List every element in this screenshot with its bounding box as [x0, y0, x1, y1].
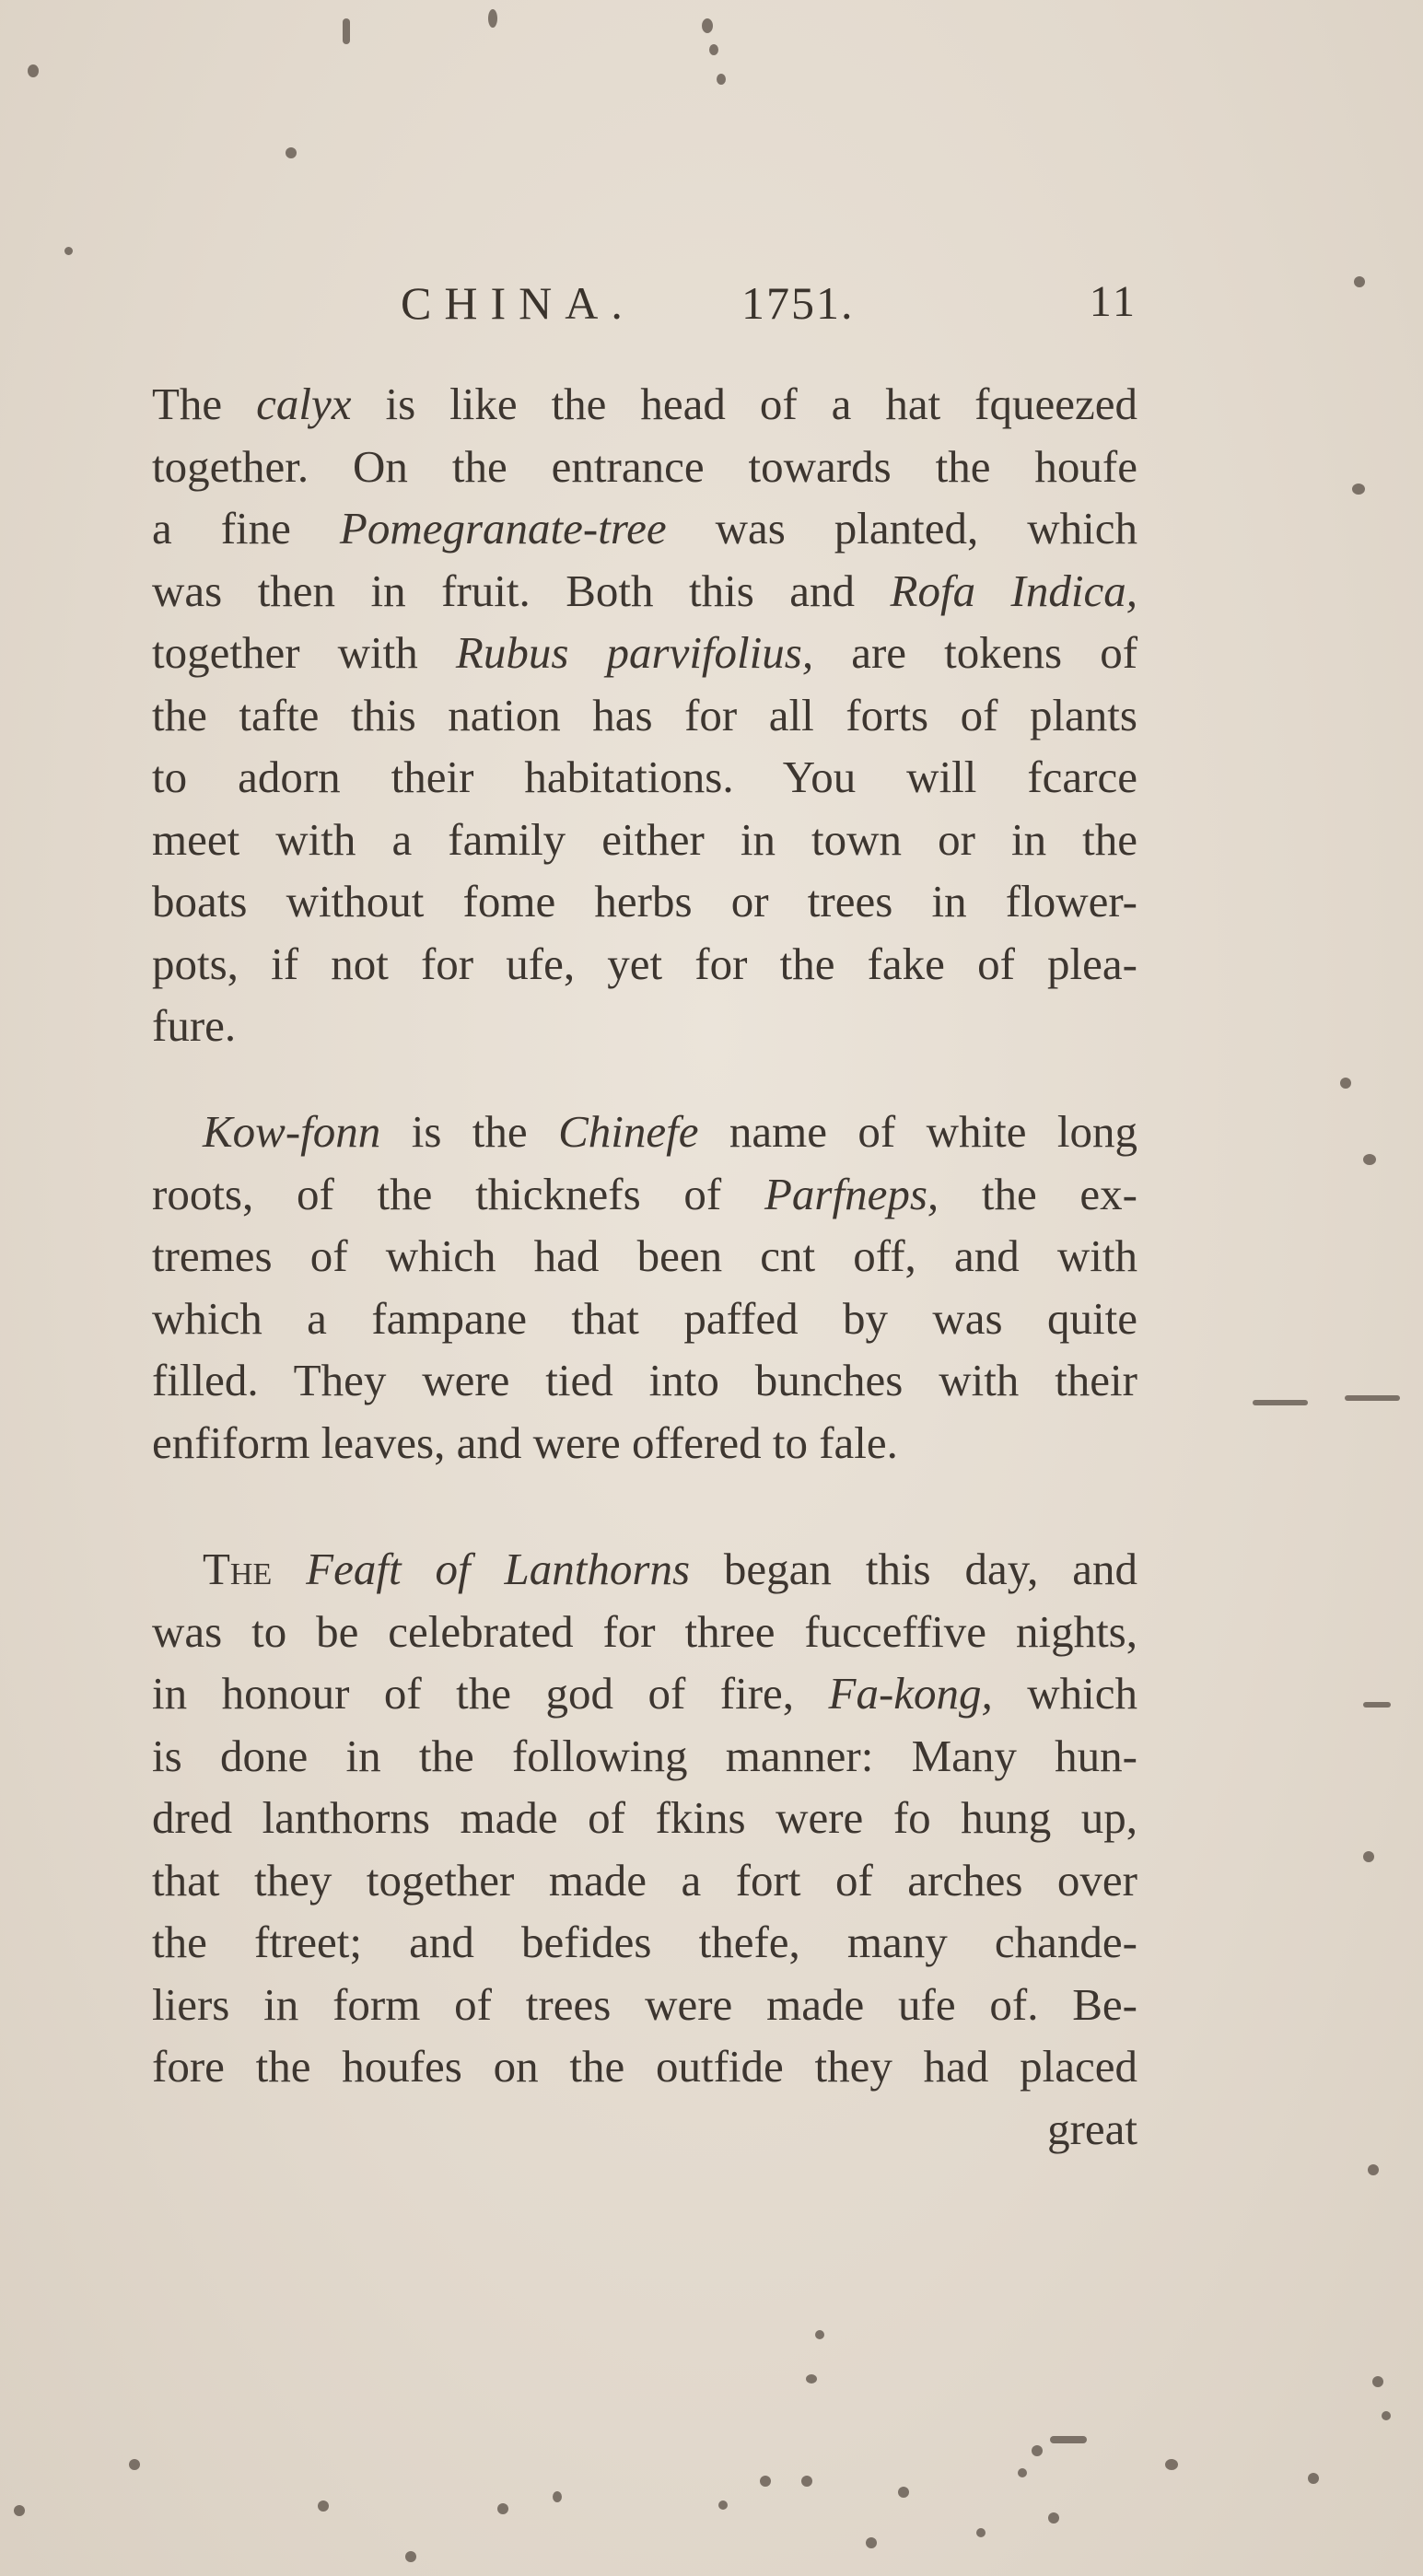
text-run: enfiform leaves, and were offered to fale.	[152, 1416, 898, 1468]
text-run: to adorn their habitations. You will fcarce	[152, 752, 1137, 802]
text-line	[152, 1911, 1137, 1974]
text-run: Parfneps,	[764, 1168, 939, 1219]
text-line	[152, 1725, 1137, 1788]
text-run: that they together made a fort of arches over	[152, 1854, 1137, 1906]
text-run: was to be celebrated for three fucceffive nights,	[152, 1605, 1137, 1657]
text-run: is done in the following manner: Many hun-	[152, 1730, 1137, 1781]
text-line	[152, 1163, 1137, 1226]
text-run	[272, 1544, 306, 1594]
text-line	[152, 622, 1137, 684]
text-line	[152, 1288, 1137, 1350]
text-line	[152, 373, 1137, 436]
text-run: are tokens of	[813, 627, 1138, 678]
paragraph-calyx	[152, 373, 1137, 1057]
text-line	[152, 2035, 1137, 2098]
text-run: calyx	[256, 379, 352, 429]
text-line	[152, 870, 1137, 933]
text-run: roots, of the thicknefs of	[152, 1168, 764, 1219]
running-header	[152, 276, 1137, 350]
text-run: Chinefe	[558, 1106, 699, 1157]
text-line	[152, 1849, 1137, 1912]
text-run: Pomegranate-tree	[339, 503, 667, 554]
text-line	[152, 1349, 1137, 1412]
text-run: liers in form of trees were made ufe of. Be-	[152, 1978, 1137, 2030]
text-run: fure.	[152, 1000, 237, 1051]
text-line	[152, 809, 1137, 871]
text-run: the ftreet; and befides thefe, many chande-	[152, 1917, 1137, 1967]
text-line	[152, 560, 1137, 623]
text-run: pots, if not for ufe, yet for the fake of plea-	[152, 938, 1137, 989]
text-line	[152, 1225, 1137, 1288]
text-run: meet with a family either in town or in the	[152, 813, 1137, 865]
text-run: is the	[380, 1106, 559, 1157]
text-run: The	[152, 379, 257, 429]
text-run: Feaft of Lanthorns	[306, 1544, 691, 1594]
text-run: fore the houfes on the outfide they had placed	[152, 2041, 1137, 2092]
header-title: CHINA.	[401, 277, 636, 329]
text-line	[152, 2098, 1137, 2161]
text-run: which a fampane that paffed by was quite	[152, 1292, 1137, 1344]
paragraph-kow-sonn	[152, 1101, 1137, 1474]
page-number: 11	[1089, 277, 1137, 326]
text-line	[152, 497, 1137, 560]
text-run: dred lanthorns made of fkins were fo hung up,	[152, 1792, 1137, 1843]
text-run: Rofa Indica,	[890, 565, 1137, 616]
text-run: name of white long	[698, 1106, 1138, 1157]
text-line	[152, 436, 1137, 498]
text-run: a fine	[152, 503, 340, 554]
text-run: Rubus parvifolius,	[455, 627, 814, 678]
text-run: Kow-fonn	[203, 1106, 381, 1157]
text-run: great	[1047, 2103, 1137, 2154]
text-line	[152, 1662, 1137, 1725]
text-run: Fa-kong,	[828, 1668, 993, 1719]
text-run: is like the head of a hat fqueezed	[351, 379, 1137, 429]
text-line	[152, 1974, 1137, 2036]
text-line	[152, 1601, 1137, 1663]
text-line	[152, 1787, 1137, 1849]
header-year: 1751.	[741, 277, 855, 329]
text-run: the tafte this nation has for all forts of plants	[152, 689, 1137, 740]
paragraph-feast-of-lanthorns	[152, 1538, 1137, 2160]
text-run: boats without fome herbs or trees in flower-	[152, 876, 1137, 927]
text-run: was then in fruit. Both this and	[152, 565, 891, 616]
text-line	[152, 933, 1137, 996]
text-run: which	[992, 1668, 1137, 1719]
text-line	[152, 684, 1137, 747]
text-run: together with	[152, 627, 456, 678]
text-line	[152, 995, 1137, 1057]
text-run: was planted, which	[666, 503, 1137, 554]
text-run: together. On the entrance towards the houfe	[152, 440, 1137, 492]
text-line	[152, 746, 1137, 809]
text-run: The	[203, 1544, 273, 1594]
text-line	[152, 1538, 1137, 1601]
text-run: tremes of which had been cnt off, and with	[152, 1230, 1137, 1281]
text-line	[152, 1412, 1137, 1474]
text-run: began this day, and	[690, 1544, 1137, 1594]
text-line	[152, 1101, 1137, 1163]
text-run: filled. They were tied into bunches with their	[152, 1355, 1137, 1405]
text-run: in honour of the god of fire,	[152, 1668, 829, 1719]
text-run: the ex-	[939, 1168, 1138, 1219]
